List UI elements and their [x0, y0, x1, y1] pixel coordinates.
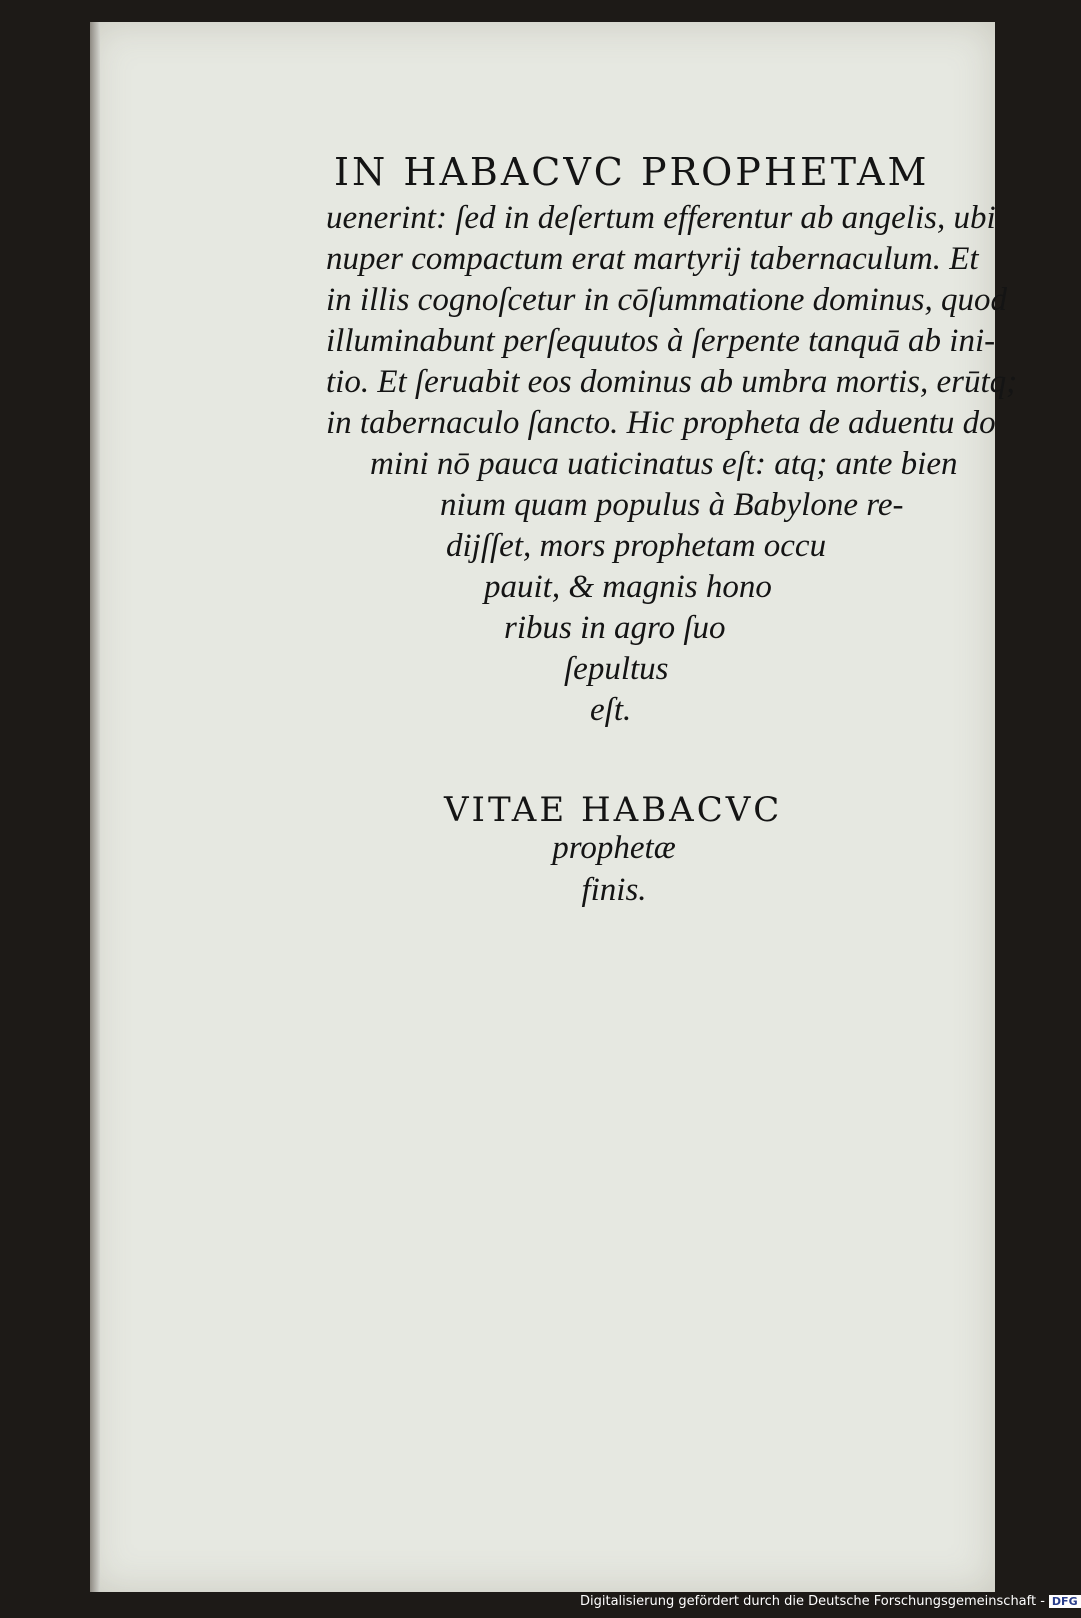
- text-line: in tabernaculo ſancto. Hic propheta de aduentu do: [326, 405, 996, 441]
- text-line: tio. Et ſeruabit eos dominus ab umbra mortis, erūtq;: [326, 364, 1018, 400]
- text-line: ribus in agro ſuo: [504, 610, 726, 646]
- page-spine-shadow: [90, 22, 100, 1592]
- closing-title: VITAE HABACVC: [444, 790, 783, 830]
- text-line: in illis cognoſcetur in cōſummatione dominus, quod: [326, 282, 1008, 318]
- footer-text: Digitalisierung gefördert durch die Deutsche Forschungsgemeinschaft -: [580, 1594, 1045, 1609]
- body-text: [326, 198, 1018, 731]
- text-line: nuper compactum erat martyrij tabernaculum. Et: [326, 241, 979, 277]
- text-line: eſt.: [590, 692, 632, 728]
- closing-line-finis: finis.: [581, 872, 647, 908]
- text-line: uenerint: ſed in deſertum efferentur ab angelis, ubi: [326, 200, 996, 236]
- dfg-logo: DFG: [1049, 1595, 1081, 1608]
- closing-line-prophetae: prophetæ: [552, 830, 676, 866]
- text-line: mini nō pauca uaticinatus eſt: atq; ante bien: [370, 446, 958, 482]
- text-line: nium quam populus à Babylone re-: [440, 487, 904, 523]
- text-line: dijſſet, mors prophetam occu: [446, 528, 827, 564]
- text-line: pauit, & magnis hono: [484, 569, 772, 605]
- book-page: [90, 22, 1018, 1592]
- text-line: illuminabunt perſequutos à ſerpente tanquā ab ini-: [326, 323, 996, 359]
- digitization-footer: [580, 1594, 1081, 1609]
- running-head: IN HABACVC PROPHETAM: [334, 150, 930, 194]
- text-line: ſepultus: [564, 651, 669, 687]
